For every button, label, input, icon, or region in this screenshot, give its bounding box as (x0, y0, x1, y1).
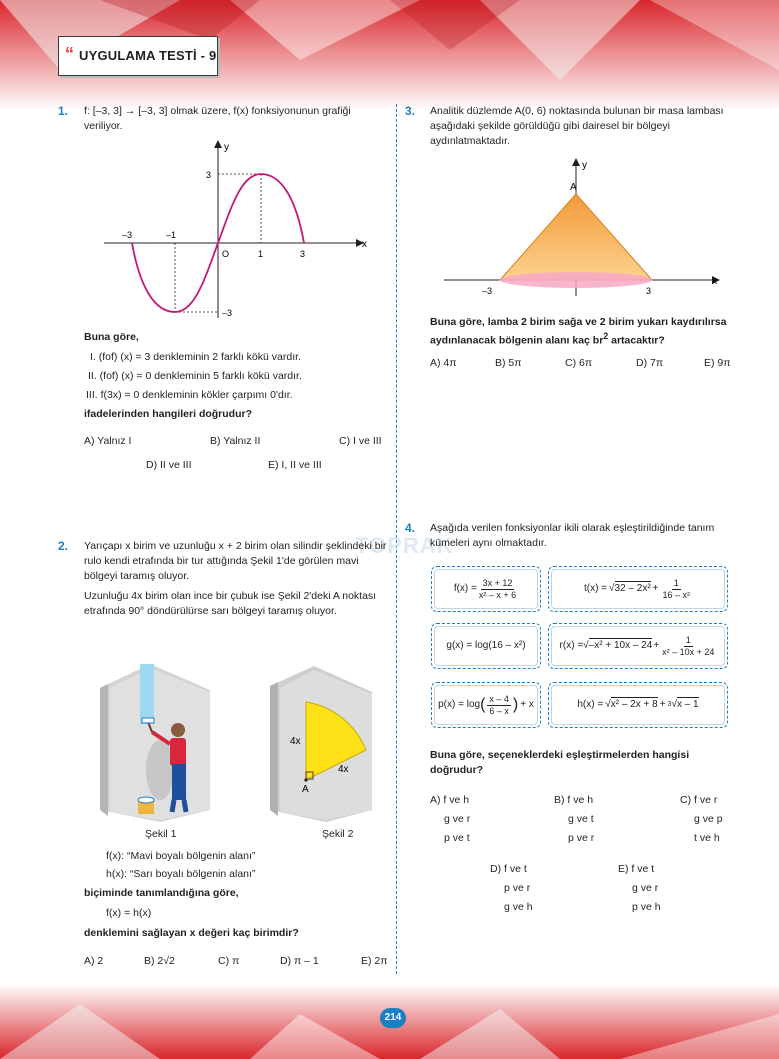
q1-xtick: –3 (122, 230, 133, 240)
quote-mark-icon: “ (65, 44, 75, 64)
q2-figure-1 (90, 660, 230, 825)
page-number: 214 (380, 1008, 406, 1028)
q3-number: 3. (405, 104, 416, 118)
q3-option-a[interactable]: A) 4π (430, 357, 457, 369)
q4-option-d[interactable]: D) f ve t p ve r g ve h (490, 863, 533, 913)
q2-fig2-arc-label: 4x (338, 764, 349, 775)
q3-option-c[interactable]: C) 6π (565, 357, 593, 369)
q2-fig2-side-label: 4x (290, 736, 301, 747)
q4-text: Aşağıda verilen fonksiyonlar ikili olarak eşleştirildiğinde tanım kümeleri aynı olmaktadır. (430, 522, 715, 550)
q1-statement: III. f(3x) = 0 denkleminin kökler çarpımı 0'dır. (86, 389, 293, 401)
sqrt-icon: √ (583, 639, 589, 651)
q2-figure-2-caption: Şekil 2 (322, 828, 354, 840)
q2-text2: Uzunluğu 4x birim olan ince bir çubuk ise Şekil 2'deki A noktası etrafında 90° döndürülürse sarı bölgeyi taramış oluyor. (84, 590, 377, 618)
q1-option-b[interactable]: B) Yalnız II (210, 435, 261, 447)
q2-question: denklemini sağlayan x değeri kaç birimdir? (84, 927, 299, 939)
q3-option-d[interactable]: D) 7π (636, 357, 664, 369)
q2-text1: Yarıçapı x birim ve uzunluğu x + 2 birim olan silindir şeklindeki bir rulo kendi etrafında bir tur attığında Şekil 1'de görülen mavi bölgeyi taramış oluyor. (84, 540, 387, 583)
q1-statement: II. (fof) (x) = 0 denkleminin 5 farklı kökü vardır. (88, 370, 302, 382)
q2-lead: biçiminde tanımlandığına göre, (84, 887, 239, 899)
q4-option-b[interactable]: B) f ve h g ve t p ve r (554, 794, 595, 844)
q1-xtick: 1 (258, 249, 264, 259)
q1-ytick: 3 (206, 170, 212, 180)
q1-option-d[interactable]: D) II ve III (146, 459, 192, 471)
q1-option-e[interactable]: E) I, II ve III (268, 459, 322, 471)
q1-xtick: 3 (300, 249, 306, 259)
q2-fig2-point-label: A (302, 784, 309, 795)
q1-question: ifadelerinden hangileri doğrudur? (84, 408, 253, 420)
q1-statement: I. (fof) (x) = 3 denkleminin 2 farklı kökü vardır. (90, 351, 301, 363)
q1-graph (100, 138, 370, 323)
q3-question-part1: Buna göre, lamba 2 birim sağa ve 2 birim yukarı kaydırılırsa aydınlanacak bölgenin alanı kaç br (430, 316, 727, 347)
q4-box-p: p(x) = log ( $\frac{x - 4}{6 - x}$ ) + x (431, 682, 541, 728)
test-title: UYGULAMA TESTİ - 9 (79, 47, 217, 63)
q1-y-label: y (224, 142, 229, 153)
q2-figure-2 (262, 660, 387, 825)
q3-graph (440, 156, 725, 298)
q3-y-label: y (582, 160, 587, 171)
q4-option-e[interactable]: E) f ve t g ve r p ve h (618, 863, 661, 913)
q1-text: f: [–3, 3] → [–3, 3] olmak üzere, f(x) fonksiyonunun grafiği veriliyor. (84, 105, 351, 133)
q2-option-e[interactable]: E) 2π (361, 955, 388, 967)
q1-number: 1. (58, 104, 69, 118)
q2-option-b[interactable]: B) 2√2 (144, 955, 175, 967)
q3-text: Analitik düzlemde A(0, 6) noktasında bulunan bir masa lambası aşağıdaki şekilde görüldüğü gibi dairesel bir bölgeyi aydınlatmaktadır. (430, 105, 724, 148)
q3-point-label: A (570, 182, 577, 193)
sqrt-icon: √ (609, 582, 615, 594)
q1-ytick: –3 (222, 308, 233, 318)
test-title-box (58, 36, 218, 76)
q3-xtick: –3 (482, 286, 493, 296)
q1-xtick: –1 (166, 230, 177, 240)
q4-number: 4. (405, 521, 416, 535)
q2-figure-1-caption: Şekil 1 (145, 828, 177, 840)
q2-option-c[interactable]: C) π (218, 955, 240, 967)
q1-origin-label: O (222, 249, 230, 259)
q1-x-label: x (362, 239, 367, 250)
q4-box-g: g(x) = log(16 – x²) (431, 623, 541, 669)
q2-option-d[interactable]: D) π – 1 (280, 955, 319, 967)
q2-equation: f(x) = h(x) (106, 907, 152, 919)
q1-lead: Buna göre, (84, 331, 139, 343)
q3-question-part2: artacaktır? (608, 334, 665, 347)
q4-box-h: h(x) = √ x² – 2x + 8 + 3 √ x – 1 (548, 682, 728, 728)
q2-option-a[interactable]: A) 2 (84, 955, 104, 967)
sqrt-icon: √ (605, 698, 611, 710)
watermark: TOPRAK (355, 533, 454, 558)
q4-option-a[interactable]: A) f ve h g ve r p ve t (430, 794, 471, 844)
q4-question: Buna göre, seçeneklerdeki eşleştirmelerden hangisi doğrudur? (430, 749, 690, 777)
q3-x-label: x (712, 276, 717, 287)
q4-option-c[interactable]: C) f ve r g ve p t ve h (680, 794, 723, 844)
q2-number: 2. (58, 539, 69, 553)
q1-option-c[interactable]: C) I ve III (339, 435, 382, 447)
q3-question (430, 315, 735, 349)
q4-box-f: f(x) = $\frac{3x + 12}{\text{x² – x + 6}}$ (431, 566, 541, 612)
q1-option-a[interactable]: A) Yalnız I (84, 435, 132, 447)
q3-xtick: 3 (646, 286, 652, 296)
q4-box-t: t(x) = √ 32 – 2x² + $\frac{1}{\text{16 – x²}}$ (548, 566, 728, 612)
q3-option-e[interactable]: E) 9π (704, 357, 731, 369)
q3-option-b[interactable]: B) 5π (495, 357, 522, 369)
cube-root-icon: √ (671, 698, 677, 710)
q4-box-r: r(x) = √ –x² + 10x – 24 + $\frac{1}{\text{x² – 10x + 24}}$ (548, 623, 728, 669)
q2-def-f: f(x): “Mavi boyalı bölgenin alanı” (106, 850, 256, 862)
q2-def-h: h(x): “Sarı boyalı bölgenin alanı” (106, 868, 256, 880)
q3-question-sup: 2 (603, 331, 609, 342)
